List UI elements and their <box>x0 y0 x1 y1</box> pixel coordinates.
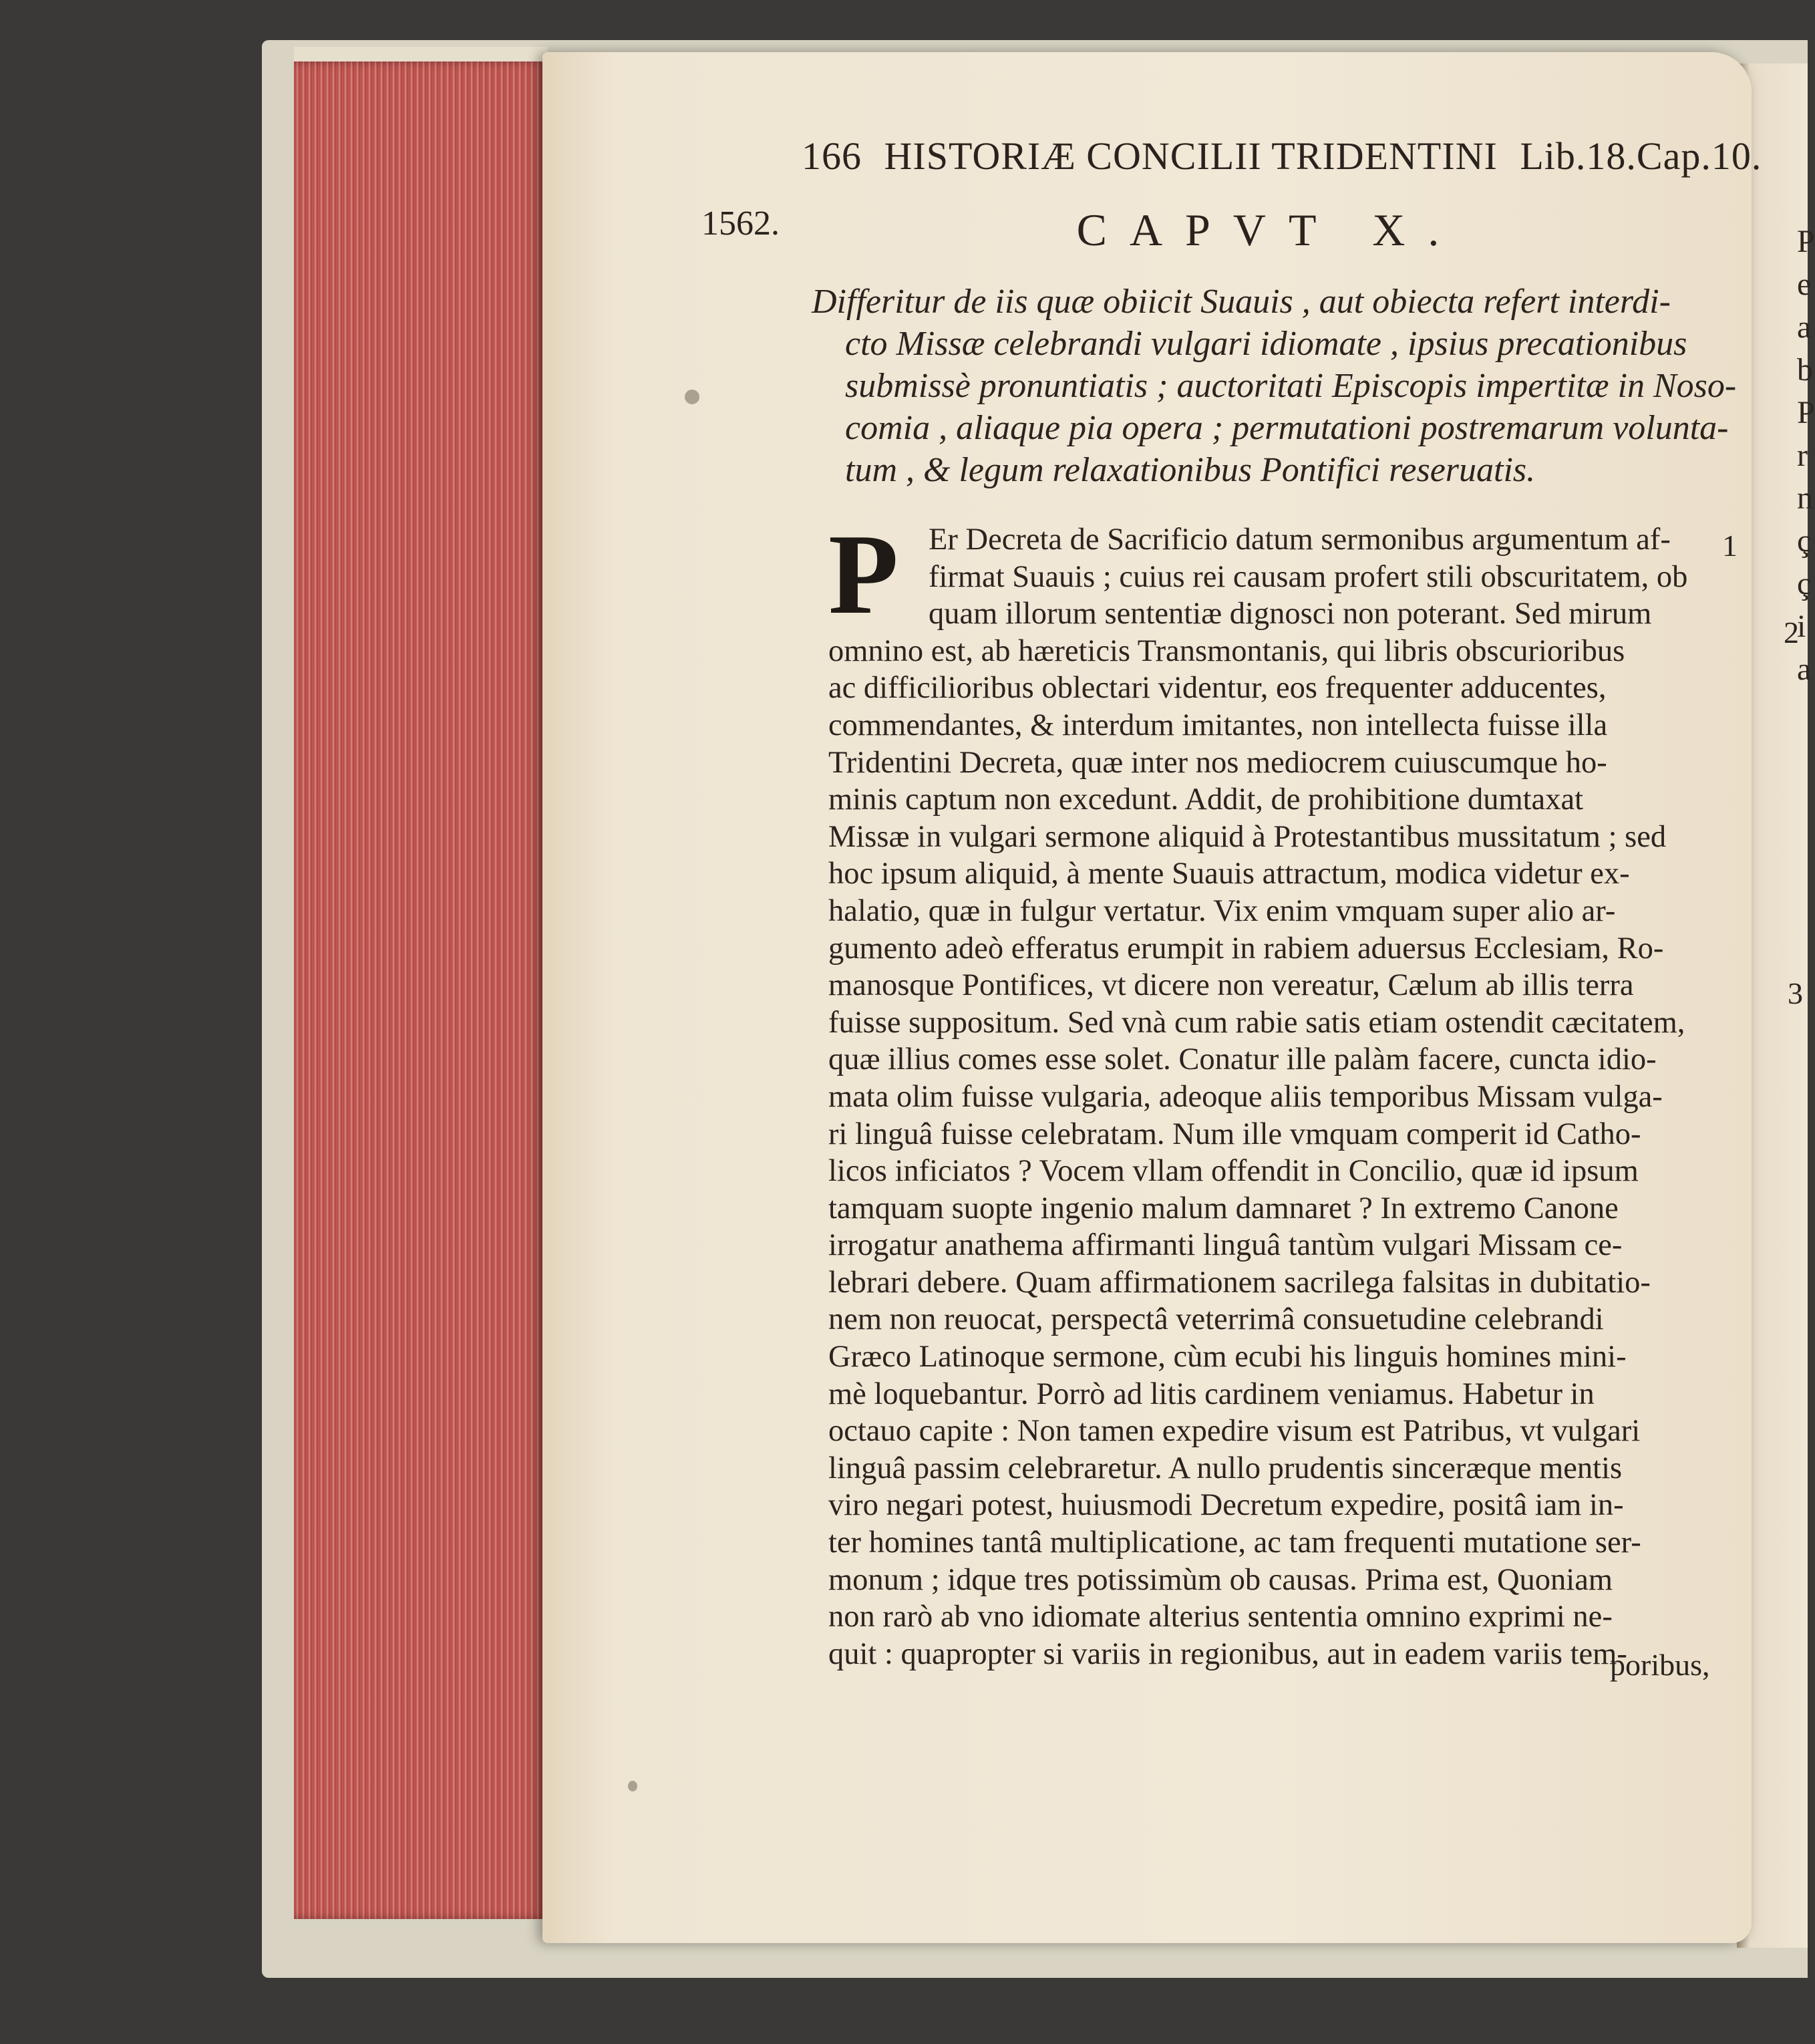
body-line: ter homines tantâ multiplicatione, ac tam frequenti mutatione ser- <box>828 1525 1641 1560</box>
facing-letter: r <box>1797 438 1808 473</box>
margin-number: 2 <box>1784 615 1799 649</box>
facing-letter: ç <box>1797 566 1812 601</box>
chapter-heading: CAPVT X. <box>1076 204 1462 255</box>
body-line: linguâ passim celebraretur. A nullo prudentis sinceræque mentis <box>828 1451 1623 1485</box>
facing-letter: b <box>1797 352 1813 388</box>
body-line: Græco Latinoque sermone, cùm ecubi his linguis homines mini- <box>828 1340 1627 1374</box>
summary-line: Differitur de iis quæ obiicit Suauis , aut obiecta refert interdi- <box>812 283 1671 321</box>
facing-letter: ç <box>1797 523 1812 559</box>
body-line: Tridentini Decreta, quæ inter nos mediocrem cuiuscumque ho- <box>828 745 1607 780</box>
body-line: tamquam suopte ingenio malum damnaret ? In extremo Canone <box>828 1191 1619 1225</box>
drop-cap: P <box>828 511 899 638</box>
body-line: Missæ in vulgari sermone aliquid à Protestantibus mussitatum ; sed <box>828 819 1667 854</box>
body-line: commendantes, & interdum imitantes, non intellecta fuisse illa <box>828 708 1608 742</box>
facing-letter: i <box>1797 609 1806 644</box>
body-line: minis captum non excedunt. Addit, de prohibitione dumtaxat <box>828 782 1584 817</box>
paper-stain <box>685 390 699 404</box>
body-line: licos inficiatos ? Vocem vllam offendit in Concilio, quæ id ipsum <box>828 1154 1639 1189</box>
running-title: HISTORIÆ CONCILII TRIDENTINI <box>884 134 1498 178</box>
summary-line: tum , & legum relaxationibus Pontifici reseruatis. <box>845 451 1536 489</box>
body-line: quam illorum sententiæ dignosci non poterant. Sed mirum <box>929 597 1652 631</box>
catchword: poribus, <box>1610 1648 1710 1682</box>
margin-number: 1 <box>1722 529 1738 563</box>
body-line: lebrari debere. Quam affirmationem sacrilega falsitas in dubitatio- <box>828 1265 1651 1300</box>
facing-letter: e <box>1797 267 1812 302</box>
body-line: octauo capite : Non tamen expedire visum est Patribus, vt vulgari <box>828 1414 1641 1449</box>
facing-letter: n <box>1797 480 1813 516</box>
body-line: quit : quapropter si variis in regionibus, aut in eadem variis tem- <box>828 1636 1627 1671</box>
body-line: manosque Pontifices, vt dicere non vereatur, Cælum ab illis terra <box>828 968 1634 1003</box>
body-text <box>828 511 1690 1672</box>
body-line: quæ illius comes esse solet. Conatur ille palàm facere, cuncta idio- <box>828 1042 1657 1077</box>
body-line: ac difficilioribus oblectari videntur, eos frequenter adducentes, <box>828 671 1607 706</box>
facing-letter: a <box>1797 309 1812 345</box>
summary-line: submissè pronuntiatis ; auctoritati Episcopis impertitæ in Noso- <box>845 367 1737 405</box>
summary-line: cto Missæ celebrandi vulgari idiomate , ipsius precationibus <box>845 325 1687 363</box>
body-line: Er Decreta de Sacrificio datum sermonibus argumentum af- <box>929 523 1671 557</box>
body-line: ri linguâ fuisse celebratam. Num ille vmquam comperit id Catho- <box>828 1117 1641 1151</box>
body-line: fuisse suppositum. Sed vnà cum rabie satis etiam ostendit cæcitatem, <box>828 1005 1685 1040</box>
body-line: halatio, quæ in fulgur vertatur. Vix enim vmquam super alio ar- <box>828 893 1616 928</box>
body-line: irrogatur anathema affirmanti linguâ tantùm vulgari Missam ce- <box>828 1228 1623 1263</box>
facing-page-text <box>1797 221 1815 691</box>
page-number: 166 <box>802 134 862 178</box>
body-line: omnino est, ab hæreticis Transmontanis, qui libris obscurioribus <box>828 633 1625 668</box>
facing-letter: a <box>1797 651 1812 687</box>
body-line: non rarò ab vno idiomate alterius sententia omnino exprimi ne- <box>828 1600 1613 1634</box>
book-chapter-locator: Lib.18.Cap.10. <box>1520 134 1762 178</box>
body-line: firmat Suauis ; cuius rei causam profert stili obscuritatem, ob <box>929 559 1688 594</box>
margin-number: 3 <box>1788 976 1803 1010</box>
body-line: monum ; idque tres potissimùm ob causas. Prima est, Quoniam <box>828 1562 1613 1597</box>
body-line: gumento adeò efferatus erumpit in rabiem aduersus Ecclesiam, Ro- <box>828 931 1664 966</box>
red-page-edges <box>294 61 548 1919</box>
body-line: nem non reuocat, perspectâ veterrimâ consuetudine celebrandi <box>828 1302 1604 1337</box>
body-line: mata olim fuisse vulgaria, adeoque aliis temporibus Missam vulga- <box>828 1079 1663 1114</box>
facing-letter: P <box>1797 224 1815 259</box>
body-line: viro negari potest, huiusmodi Decretum expedire, positâ iam in- <box>828 1488 1624 1523</box>
margin-year: 1562. <box>701 204 780 243</box>
facing-letter: P <box>1797 395 1815 430</box>
body-line: mè loquebantur. Porrò ad litis cardinem veniamus. Habetur in <box>828 1376 1595 1411</box>
chapter-summary <box>812 281 1737 491</box>
running-head <box>802 134 1762 187</box>
body-line: hoc ipsum aliquid, à mente Suauis attractum, modica videtur ex- <box>828 857 1630 891</box>
paper-stain <box>628 1781 637 1791</box>
summary-line: comia , aliaque pia opera ; permutationi postremarum volunta- <box>845 409 1729 447</box>
